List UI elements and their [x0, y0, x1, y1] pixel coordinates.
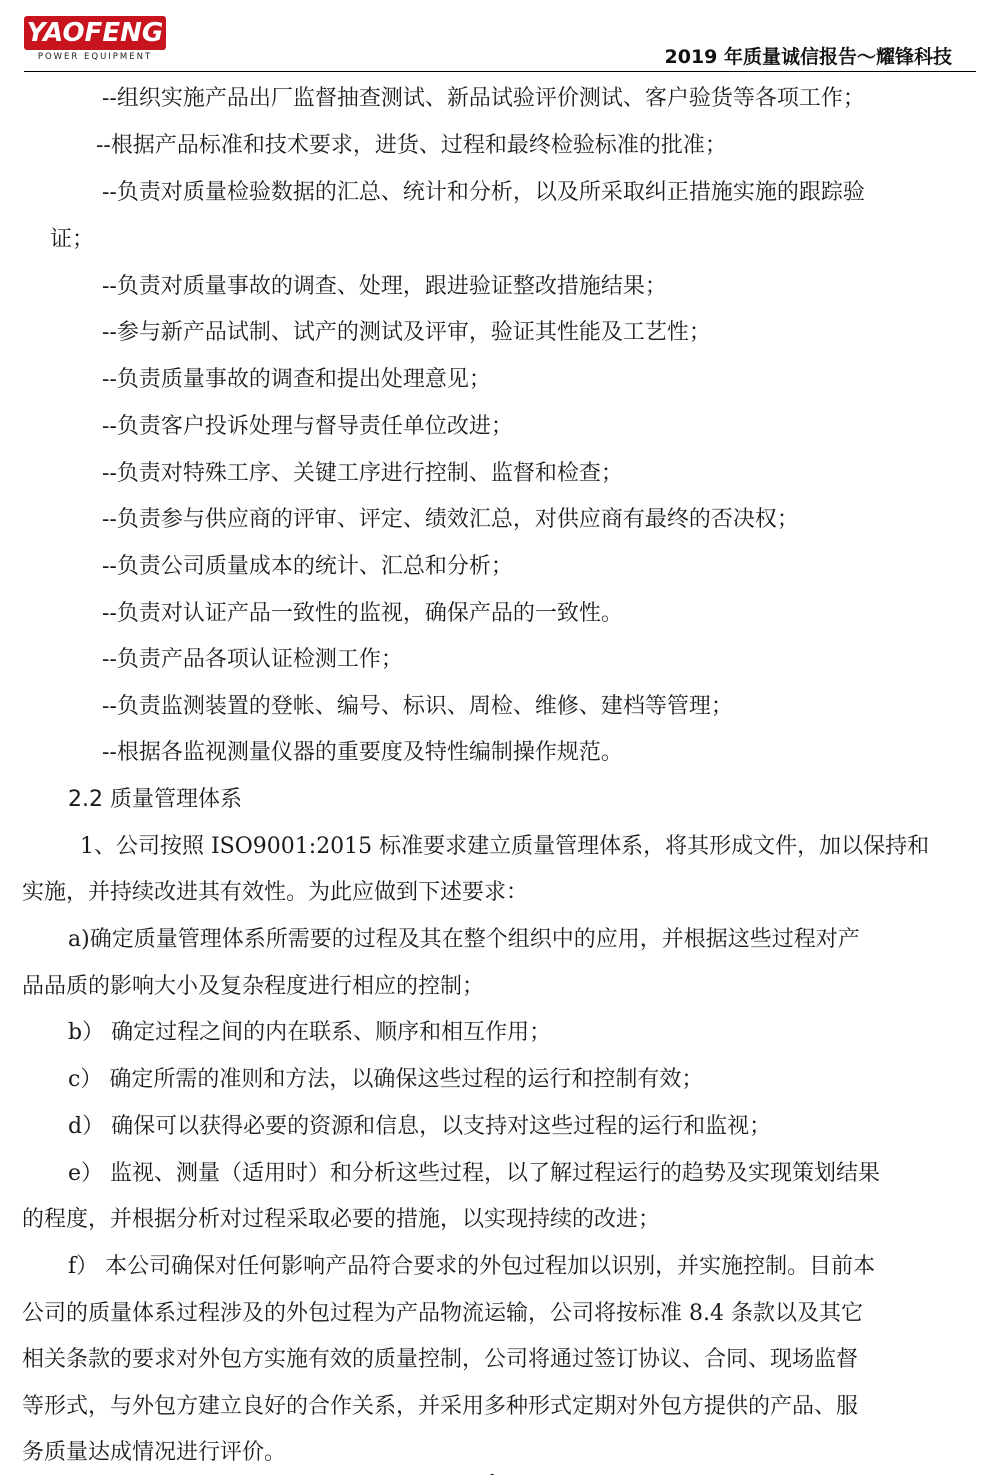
report-title: 2019 年质量诚信报告～耀锋科技 — [664, 46, 952, 68]
item-e-line-2: 的程度，并根据分析对过程采取必要的措施，以实现持续的改进； — [22, 1207, 661, 1232]
duty-line-14: --根据各监视测量仪器的重要度及特性编制操作规范。 — [102, 740, 623, 765]
page-header — [0, 0, 1000, 76]
item-f-line-5: 务质量达成情况进行评价。 — [22, 1440, 287, 1465]
item-f-line-3: 相关条款的要求对外包方实施有效的质量控制，公司将通过签订协议、合同、现场监督 — [22, 1347, 859, 1372]
item-d: d） 确保可以获得必要的资源和信息，以支持对这些过程的运行和监视； — [68, 1114, 772, 1139]
item-e-line-1: e） 监视、测量（适用时）和分析这些过程，以了解过程运行的趋势及实现策划结果 — [68, 1161, 881, 1186]
duty-line-2: --根据产品标准和技术要求，进货、过程和最终检验标准的批准； — [96, 133, 727, 158]
item-c: c） 确定所需的准则和方法，以确保这些过程的运行和控制有效； — [68, 1067, 704, 1092]
item-a-line-2: 品品质的影响大小及复杂程度进行相应的控制； — [22, 974, 485, 999]
logo-wordmark: YAOFENG — [24, 16, 166, 50]
duty-line-7: --负责客户投诉处理与督导责任单位改进； — [102, 414, 513, 439]
duty-line-3-cont: 证； — [50, 227, 95, 252]
paragraph-1-line-1: 1、公司按照 ISO9001:2015 标准要求建立质量管理体系，将其形成文件，加以保持和 — [80, 834, 930, 859]
logo-subtext: POWER EQUIPMENT — [37, 52, 153, 62]
duty-line-8: --负责对特殊工序、关键工序进行控制、监督和检查； — [102, 461, 623, 486]
duty-line-13: --负责监测装置的登帐、编号、标识、周检、维修、建档等管理； — [102, 694, 733, 719]
duty-line-3: --负责对质量检验数据的汇总、统计和分析，以及所采取纠正措施实施的跟踪验 — [102, 180, 865, 205]
section-heading: 2.2 质量管理体系 — [68, 787, 242, 812]
company-logo — [24, 16, 166, 64]
item-a-line-1: a)确定质量管理体系所需要的过程及其在整个组织中的应用，并根据这些过程对产 — [68, 927, 860, 952]
item-f-line-4: 等形式，与外包方建立良好的合作关系，并采用多种形式定期对外包方提供的产品、服 — [22, 1394, 859, 1419]
duty-line-11: --负责对认证产品一致性的监视，确保产品的一致性。 — [102, 601, 623, 626]
page-number: - — [490, 1467, 495, 1481]
duty-line-1: --组织实施产品出厂监督抽查测试、新品试验评价测试、客户验货等各项工作； — [102, 86, 865, 111]
item-b: b） 确定过程之间的内在联系、顺序和相互作用； — [68, 1020, 552, 1045]
item-f-line-2: 公司的质量体系过程涉及的外包过程为产品物流运输，公司将按标准 8.4 条款以及其它 — [22, 1301, 863, 1326]
duty-line-6: --负责质量事故的调查和提出处理意见； — [102, 367, 491, 392]
duty-line-5: --参与新产品试制、试产的测试及评审，验证其性能及工艺性； — [102, 320, 711, 345]
header-divider — [24, 71, 976, 72]
duty-line-10: --负责公司质量成本的统计、汇总和分析； — [102, 554, 513, 579]
duty-line-12: --负责产品各项认证检测工作； — [102, 647, 403, 672]
duty-line-9: --负责参与供应商的评审、评定、绩效汇总，对供应商有最终的否决权； — [102, 507, 799, 532]
item-f-line-1: f） 本公司确保对任何影响产品符合要求的外包过程加以识别，并实施控制。目前本 — [68, 1254, 876, 1279]
duty-line-4: --负责对质量事故的调查、处理，跟进验证整改措施结果； — [102, 274, 667, 299]
paragraph-1-line-2: 实施，并持续改进其有效性。为此应做到下述要求： — [22, 880, 529, 905]
